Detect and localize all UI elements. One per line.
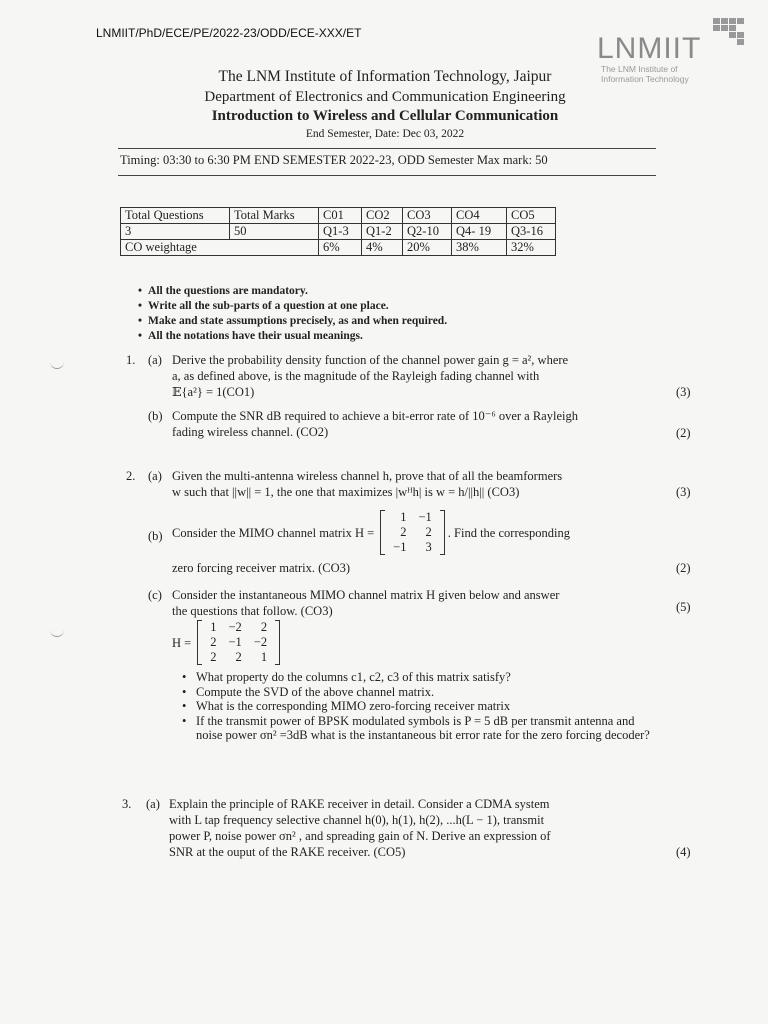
table-cell: Q1-3 bbox=[319, 224, 362, 240]
table-row bbox=[121, 240, 556, 256]
table-cell: 3 bbox=[121, 224, 230, 240]
text-line: Derive the probability density function of the channel power gain g = a², where bbox=[172, 353, 569, 367]
course-title: Introduction to Wireless and Cellular Communication bbox=[211, 108, 559, 124]
question-1b-marks: (2) bbox=[676, 426, 691, 440]
question-2c-marks: (5) bbox=[676, 600, 691, 614]
text-line: Consider the instantaneous MIMO channel matrix H given below and answer bbox=[172, 588, 560, 602]
logo-text: LNMIIT bbox=[597, 32, 702, 65]
table-cell: CO4 bbox=[452, 208, 507, 224]
question-2c-text bbox=[172, 587, 652, 619]
text-line: Consider the MIMO channel matrix H = bbox=[172, 525, 375, 540]
table-cell: Q1-2 bbox=[362, 224, 403, 240]
matrix-cell: 3 bbox=[425, 540, 432, 554]
question-2b-label: (b) bbox=[148, 529, 163, 543]
table-cell: 6% bbox=[319, 240, 362, 256]
matrix-2c bbox=[197, 620, 280, 665]
table-cell: CO2 bbox=[362, 208, 403, 224]
table-cell: Q3-16 bbox=[507, 224, 556, 240]
matrix-2c-block bbox=[172, 620, 280, 665]
matrix-cell: 2 bbox=[235, 650, 242, 664]
table-row bbox=[121, 224, 556, 240]
table-cell: 32% bbox=[507, 240, 556, 256]
logo-grid-icon bbox=[713, 18, 745, 52]
text-line: with L tap frequency selective channel h(0), h(1), h(2), ...h(L − 1), transmit bbox=[169, 813, 545, 827]
exam-date: End Semester, Date: Dec 03, 2022 bbox=[305, 128, 465, 140]
matrix-cell: −2 bbox=[228, 620, 242, 634]
question-3-number: 3. bbox=[122, 797, 132, 811]
question-2b-line2: zero forcing receiver matrix. (CO3) bbox=[172, 561, 351, 575]
instruction-item: • Write all the sub-parts of a question at one place. bbox=[138, 299, 447, 314]
question-2b-marks: (2) bbox=[676, 561, 691, 575]
text-line: power P, noise power σn² , and spreading gain of N. Derive an expression of bbox=[169, 829, 551, 843]
table-cell: CO5 bbox=[507, 208, 556, 224]
text-line: Explain the principle of RAKE receiver in detail. Consider a CDMA system bbox=[169, 797, 550, 811]
question-2b-text bbox=[172, 510, 652, 555]
question-1a-text bbox=[172, 352, 652, 400]
matrix-cell: 1 bbox=[260, 650, 268, 664]
text-line: Given the multi-antenna wireless channel h, prove that of all the beamformers bbox=[172, 469, 563, 483]
punch-hole-mark bbox=[50, 626, 64, 637]
question-1a-label: (a) bbox=[148, 353, 162, 367]
matrix-cell: 2 bbox=[210, 635, 217, 649]
table-cell: 38% bbox=[452, 240, 507, 256]
question-3a-text bbox=[169, 796, 649, 860]
table-cell: C01 bbox=[319, 208, 362, 224]
text-line: 𝔼{a²} = 1(CO1) bbox=[172, 385, 255, 399]
matrix-cell: −1 bbox=[418, 510, 432, 524]
matrix-cell: 2 bbox=[210, 650, 217, 664]
list-item: • If the transmit power of BPSK modulated symbols is P = 5 dB per transmit antenna and noise power σn² =3dB what is the instantaneous bit error rate for the zero forcing decoder? bbox=[182, 714, 652, 743]
matrix-cell: 1 bbox=[400, 510, 407, 524]
table-cell: CO3 bbox=[403, 208, 452, 224]
text-line: SNR at the ouput of the RAKE receiver. (CO5) bbox=[169, 845, 406, 859]
question-2c-label: (c) bbox=[148, 588, 162, 602]
instruction-item: • All the notations have their usual meanings. bbox=[138, 329, 447, 344]
instruction-item: • All the questions are mandatory. bbox=[138, 284, 447, 299]
institute-name: The LNM Institute of Information Technology, Jaipur bbox=[218, 68, 552, 85]
question-1b-label: (b) bbox=[148, 409, 163, 423]
question-2c-subitems bbox=[182, 670, 652, 743]
matrix-cell: −2 bbox=[253, 635, 268, 649]
list-item: • Compute the SVD of the above channel matrix. bbox=[182, 685, 652, 700]
punch-hole-mark bbox=[50, 358, 64, 369]
question-2a-marks: (3) bbox=[676, 485, 691, 499]
list-item: • What is the corresponding MIMO zero-forcing receiver matrix bbox=[182, 699, 652, 714]
table-row bbox=[121, 208, 556, 224]
divider-top bbox=[118, 148, 656, 149]
text-line: w such that ||w|| = 1, the one that maximizes |wᴴh| is w = h/||h|| (CO3) bbox=[172, 485, 520, 499]
question-3a-label: (a) bbox=[146, 797, 160, 811]
matrix-label: H = bbox=[172, 635, 192, 650]
exam-timing: Timing: 03:30 to 6:30 PM END SEMESTER 2022-23, ODD Semester Max mark: 50 bbox=[120, 153, 548, 167]
text-line: . Find the corresponding bbox=[447, 525, 570, 540]
text-line: the questions that follow. (CO3) bbox=[172, 604, 333, 618]
question-1-number: 1. bbox=[126, 353, 136, 367]
question-2a-label: (a) bbox=[148, 469, 162, 483]
question-1b-text bbox=[172, 408, 652, 440]
logo-sub-line-2: Information Technology bbox=[601, 74, 689, 84]
matrix-cell: 2 bbox=[425, 525, 432, 539]
text-line: Compute the SNR dB required to achieve a bit-error rate of 10⁻⁶ over a Rayleigh bbox=[172, 409, 578, 423]
question-2-number: 2. bbox=[126, 469, 136, 483]
instructions-list bbox=[138, 284, 447, 344]
matrix-2b bbox=[380, 510, 445, 555]
text-line: a, as defined above, is the magnitude of the Rayleigh fading channel with bbox=[172, 369, 540, 383]
text-line: fading wireless channel. (CO2) bbox=[172, 425, 329, 439]
logo-sub-line-1: The LNM Institute of bbox=[601, 64, 678, 74]
instruction-item: • Make and state assumptions precisely, as and when required. bbox=[138, 314, 447, 329]
table-cell: Total Questions bbox=[121, 208, 230, 224]
matrix-cell: 2 bbox=[260, 620, 268, 634]
table-cell: CO weightage bbox=[121, 240, 319, 256]
table-cell: Q2-10 bbox=[403, 224, 452, 240]
divider-bottom bbox=[118, 175, 656, 176]
question-2a-text bbox=[172, 468, 652, 500]
matrix-cell: 2 bbox=[400, 525, 407, 539]
document-reference-code: LNMIIT/PhD/ECE/PE/2022-23/ODD/ECE-XXX/ET bbox=[96, 26, 362, 40]
matrix-cell: −1 bbox=[393, 540, 407, 554]
table-cell: Total Marks bbox=[230, 208, 319, 224]
co-weightage-table bbox=[120, 207, 556, 256]
department-name: Department of Electronics and Communication Engineering bbox=[204, 89, 566, 105]
table-cell: Q4- 19 bbox=[452, 224, 507, 240]
matrix-cell: −1 bbox=[228, 635, 242, 649]
table-cell: 50 bbox=[230, 224, 319, 240]
table-cell: 4% bbox=[362, 240, 403, 256]
question-1a-marks: (3) bbox=[676, 385, 691, 399]
table-cell: 20% bbox=[403, 240, 452, 256]
question-3a-marks: (4) bbox=[676, 845, 691, 859]
list-item: • What property do the columns c1, c2, c3 of this matrix satisfy? bbox=[182, 670, 652, 685]
matrix-cell: 1 bbox=[210, 620, 217, 634]
